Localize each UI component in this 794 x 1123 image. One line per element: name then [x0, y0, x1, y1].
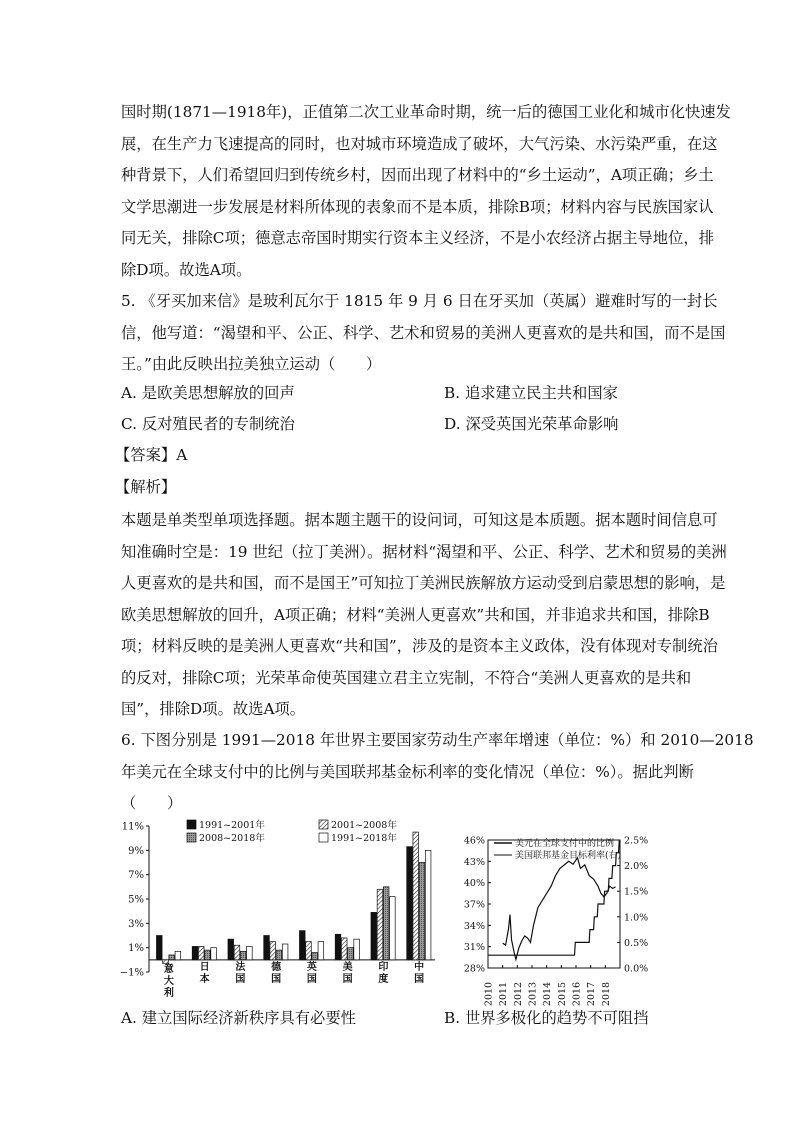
left-tick-label: 34%	[463, 920, 485, 932]
category-label-char: 度	[378, 973, 389, 985]
category-label-char: 英	[306, 961, 317, 973]
text-line: 文学思潮进一步发展是材料所体现的表象而不是本质，排除B项；材料内容与民族国家认	[121, 197, 714, 216]
analysis-label: 【解析】	[115, 478, 177, 496]
category-label-char: 印	[378, 961, 389, 973]
bar	[341, 938, 347, 960]
bar	[354, 939, 360, 960]
category-label-char: 大	[163, 975, 174, 987]
legend-label: 2001~2008年	[331, 820, 397, 831]
x-tick-label: 2015	[556, 981, 568, 1007]
bar	[169, 955, 175, 960]
right-tick-label: 1.0%	[624, 912, 649, 924]
bar	[377, 889, 383, 960]
bar	[228, 939, 234, 960]
y-tick-label: 9%	[128, 845, 144, 857]
text-line: 6. 下图分别是 1991—2018 年世界主要国家劳动生产率年增速（单位：%）和 2010—2018	[121, 731, 754, 749]
legend-label: 1991~2018年	[331, 833, 397, 844]
y-tick-label: 5%	[128, 894, 144, 906]
legend-swatch	[187, 833, 196, 842]
bar	[407, 847, 413, 960]
text-line: 项；材料反映的是美洲人更喜欢“共和国”，涉及的是资本主义政体，没有体现对专制统治	[121, 637, 718, 655]
bar	[335, 934, 341, 960]
category-label-char: 利	[163, 987, 174, 999]
bar	[175, 951, 181, 960]
series-line	[503, 858, 616, 960]
legend-label: 2008~2018年	[199, 833, 265, 844]
category-label-char: 本	[199, 973, 210, 985]
x-tick-label: 2017	[586, 981, 598, 1007]
bar	[413, 832, 419, 960]
bar	[247, 946, 253, 959]
left-tick-label: 37%	[463, 899, 485, 911]
dollar-share-line-chart	[452, 828, 670, 1013]
legend-label: 美元在全球支付中的比例	[515, 839, 615, 849]
right-tick-label: 1.5%	[624, 886, 649, 898]
bar	[264, 936, 270, 960]
category-label-char: 美	[342, 961, 353, 973]
x-tick-label: 2016	[571, 981, 583, 1007]
text-line: 5. 《牙买加来信》是玻利瓦尔于 1815 年 9 月 6 日在牙买加（英属）避难时写的一封长	[121, 292, 718, 310]
right-tick-label: 0.5%	[624, 937, 649, 949]
paragraph-germany-analysis	[121, 97, 731, 286]
text-line: 知准确时空是：19 世纪（拉丁美洲）。据材料“渴望和平、公正、科学、艺术和贸易的美洲	[121, 542, 727, 561]
left-tick-label: 31%	[463, 942, 485, 954]
right-tick-label: 2.5%	[624, 835, 649, 847]
x-tick-label: 2014	[542, 981, 554, 1007]
bar	[306, 942, 312, 960]
category-label-char: 中	[414, 961, 425, 973]
question-5-option-a: A. 是欧美思想解放的回声	[121, 384, 295, 402]
bar	[234, 945, 240, 960]
text-line: 国”，排除D项。故选A项。	[121, 700, 306, 718]
question-5-analysis	[121, 505, 727, 726]
category-label-char: 国	[306, 973, 317, 985]
x-tick-label: 2012	[512, 981, 524, 1007]
text-line: 同无关，排除C项；德意志帝国时期实行资本主义经济，不是小农经济占据主导地位，排	[121, 229, 714, 247]
text-line: 除D项。故选A项。	[121, 260, 252, 279]
bar	[425, 850, 431, 960]
text-line: 展，在生产力飞速提高的同时，也对城市环境造成了破坏，大气污染、水污染严重，在这	[121, 134, 718, 153]
text-line: 种背景下，人们希望回归到传统乡村，因而出现了材料中的“乡土运动”，A项正确；乡土	[121, 166, 714, 184]
text-line: 信，他写道：“渴望和平、公正、科学、艺术和贸易的美洲人更喜欢的是共和国，而不是国	[121, 323, 726, 342]
question-6-stem	[121, 725, 754, 820]
bar	[282, 944, 288, 960]
y-tick-label: 3%	[128, 918, 144, 930]
x-tick-label: 2010	[483, 981, 495, 1007]
category-label-char: 意	[163, 963, 174, 975]
bar	[318, 942, 324, 960]
productivity-bar-chart	[115, 815, 440, 1030]
y-tick-label: 1%	[128, 943, 144, 955]
question-6-option-b: B. 世界多极化的趋势不可阻挡	[444, 1009, 649, 1027]
bar	[205, 950, 211, 960]
text-line: 年美元在全球支付中的比例与美国联邦基金标利率的变化情况（单位：%）。据此判断	[121, 762, 694, 781]
category-label-char: 德	[271, 961, 282, 973]
bar	[276, 950, 282, 960]
bar	[348, 948, 354, 960]
category-label-char: 国	[414, 973, 425, 985]
legend-label: 美国联邦基金目标利率(右)	[515, 851, 622, 861]
question-5-option-b: B. 追求建立民主共和国家	[444, 384, 618, 402]
bar	[240, 951, 246, 960]
bar	[156, 936, 162, 960]
bar	[419, 863, 425, 960]
bar	[192, 946, 198, 959]
bar	[312, 953, 318, 960]
left-tick-label: 43%	[463, 856, 485, 868]
legend-swatch	[319, 820, 328, 829]
category-label-char: 日	[199, 961, 210, 973]
question-5-option-c: C. 反对殖民者的专制统治	[121, 415, 295, 433]
bar	[198, 946, 204, 959]
bar	[299, 931, 305, 960]
x-tick-label: 2013	[527, 981, 539, 1007]
legend-swatch	[187, 820, 196, 829]
text-line: 本题是单类型单项选择题。据本题主题干的设问词，可知这是本质题。据本题时间信息可	[121, 511, 718, 529]
text-line: 国时期(1871—1918年)，正值第二次工业革命时期，统一后的德国工业化和城市化快速发	[121, 103, 731, 121]
left-tick-label: 28%	[463, 963, 485, 975]
bar	[390, 897, 396, 960]
category-label-char: 国	[342, 973, 353, 985]
category-label-char: 法	[235, 961, 246, 973]
legend-label: 1991~2001年	[199, 820, 265, 831]
y-tick-label: 7%	[128, 870, 144, 882]
text-line: 人更喜欢的是共和国，而不是国王”可知拉丁美洲民族解放方运动受到启蒙思想的影响，是	[121, 574, 726, 592]
y-tick-label: 11%	[121, 821, 144, 833]
x-tick-label: 2018	[600, 981, 612, 1007]
bar	[270, 942, 276, 960]
bar	[211, 948, 217, 960]
bar	[383, 887, 389, 960]
category-label-char: 国	[271, 973, 282, 985]
question-5-stem	[121, 286, 726, 381]
x-tick-label: 2011	[498, 981, 510, 1007]
left-tick-label: 46%	[463, 835, 485, 847]
text-line: 的反对，排除C项；光荣革命使英国建立君主立宪制，不符合“美洲人更喜欢的是共和	[121, 668, 692, 687]
bar	[371, 912, 377, 959]
text-line: （ ）	[121, 794, 183, 812]
text-line: 欧美思想解放的回升，A项正确；材料“美洲人更喜欢”共和国，并非追求共和国，排除B	[121, 605, 710, 624]
right-tick-label: 2.0%	[624, 861, 649, 873]
left-tick-label: 40%	[463, 878, 485, 890]
question-6-option-a: A. 建立国际经济新秩序具有必要性	[121, 1009, 356, 1027]
right-tick-label: 0.0%	[624, 963, 649, 975]
y-tick-label: −1%	[119, 967, 144, 979]
answer-label: 【答案】A	[115, 446, 188, 464]
category-label-char: 国	[235, 973, 246, 985]
question-5-option-d: D. 深受英国光荣革命影响	[444, 415, 619, 433]
legend-swatch	[319, 833, 328, 842]
text-line: 王。”由此反映出拉美独立运动（ ）	[121, 355, 382, 373]
